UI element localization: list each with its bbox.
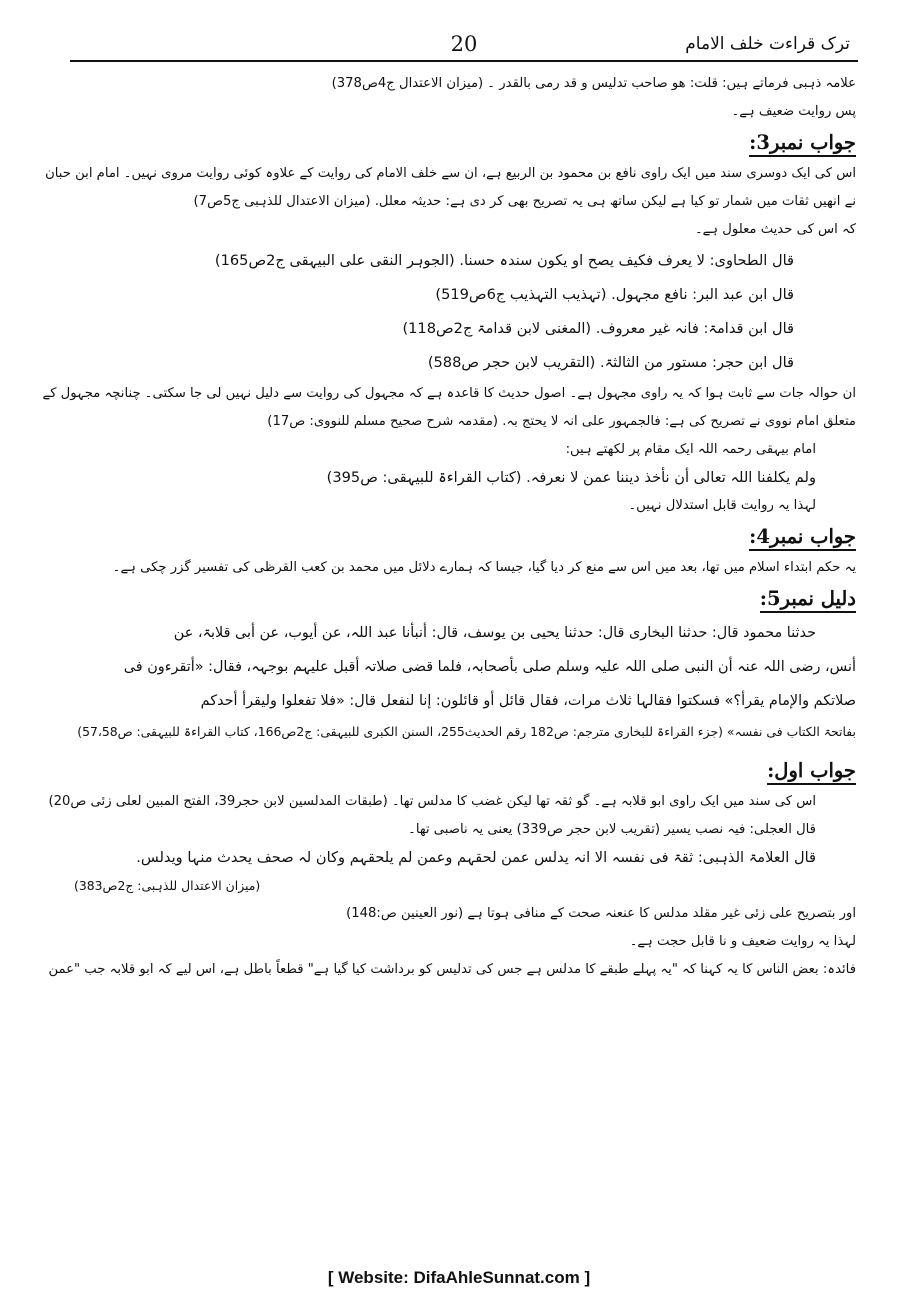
website-footer: [ Website: DifaAhleSunnat.com ] [327, 1268, 591, 1287]
quote-line: قال ابن حجر: مستور من الثالثۃ. (التقریب لابن حجر ص588) [427, 354, 794, 371]
citation-line: بفاتحۃ الکتاب فی نفسہ» (جزء القراءۃ للبخاری مترجم: ص182 رقم الحدیث255، السنن الکبری للبیہقی: ج2ص166، کتاب القراءۃ للبیہقی: ص57،58) [77, 724, 856, 739]
book-title: ترک قراءت خلف الامام [685, 34, 850, 54]
section-heading [74, 582, 856, 616]
text-line: یہ حکم ابتداء اسلام میں تھا، بعد میں اس سے منع کر دیا گیا، جیسا کہ ہمارے دلائل میں محمد بن کعب القرظی کی تفسیر گزر چکی ہے۔ [112, 560, 856, 575]
quote-line: قال ابن قدامۃ: فانہ غیر معروف. (المغنی لابن قدامۃ ج2ص118) [402, 320, 794, 337]
section-heading [74, 754, 856, 788]
hadith-line: صلاتکم والإمام یقرأ؟» فسکتوا فقالہا ثلاث مرات، فقال قائل أو قائلون: إنا لنفعل قال: «فلا تفعلوا ولیقرأ أحدکم [200, 693, 856, 709]
hadith-line: أنس، رضی اللہ عنہ أن النبی صلی اللہ علیہ وسلم صلی بأصحابہ، فلما قضی صلاتہ أقبل علیہم بوجہہ، فقال: «أتقرءون فی [123, 659, 856, 675]
header-rule [70, 60, 858, 62]
hadith-line: حدثنا محمود قال: حدثنا البخاری قال: حدثنا یحیی بن یوسف، قال: أنبأنا عبد اللہ، عن أیوب، عن أبی قلابۃ، عن [173, 625, 816, 641]
text-line: نے انھیں ثقات میں شمار تو کیا ہے لیکن ساتھ ہی یہ تصریح بھی کر دی ہے: حدیثہ معلل. (میزان الاعتدال للذہبی ج5ص7) [193, 194, 856, 209]
page-header [70, 30, 858, 62]
heading-text: جواب نمبر4: [749, 525, 856, 551]
text-line: امام بیہقی رحمہ اللہ ایک مقام پر لکھتے ہیں: [565, 442, 816, 457]
text-line: اور بتصریح علی زئی غیر مقلد مدلس کا عنعنہ صحت کے منافی ہوتا ہے (نور العینین ص:148) [346, 906, 856, 921]
quote-line: قال الطحاوی: لا یعرف فکیف یصح او یکون سندہ حسنا. (الجوہر النقی علی البیہقی ج2ص165) [214, 252, 794, 269]
text-line: قال العجلی: فیہ نصب یسیر (تقریب لابن حجر ص339) یعنی یہ ناصبی تھا۔ [408, 822, 816, 837]
section-heading [74, 520, 856, 554]
text-line: پس روایت ضعیف ہے۔ [731, 104, 856, 119]
text-line: متعلق امام نووی نے تصریح کی ہے: فالجمہور علی انہ لا یحتج بہ. (مقدمہ شرح صحیح مسلم للنووی: ص17) [267, 414, 856, 429]
note-line: فائدہ: بعض الناس کا یہ کہنا کہ "یہ پہلے طبقے کا مدلس ہے جس کی تدلیس کو برداشت کیا گیا ہے" قطعاً باطل ہے، اس لیے کہ ابو قلابہ جب "عمن [48, 962, 856, 977]
heading-text: دلیل نمبر5: [760, 587, 856, 613]
citation-line: (میزان الاعتدال للذہبی: ج2ص383) [74, 878, 261, 893]
text-line: کہ اس کی حدیث معلول ہے۔ [694, 222, 856, 237]
text-line: علامہ ذہبی فرماتے ہیں: قلت: ھو صاحب تدلیس و قد رمی بالقدر ۔ (میزان الاعتدال ج4ص378) [331, 76, 856, 91]
text-line: اس کی ایک دوسری سند میں ایک راوی نافع بن محمود بن الربیع ہے، ان سے خلف الامام کی روایت کے علاوہ کوئی روایت مروی نہیں۔ امام ابن حبان [45, 166, 856, 181]
page-body [42, 70, 856, 984]
quote-line: ولم یکلفنا اللہ تعالی أن نأخذ دیننا عمن لا نعرفہ. (کتاب القراءۃ للبیہقی: ص395) [326, 469, 816, 486]
text-line: ان حوالہ جات سے ثابت ہوا کہ یہ راوی مجہول ہے۔ اصول حدیث کا قاعدہ ہے کہ مجہول کی روایت سے دلیل نہیں لی جا سکتی۔ چنانچہ مجہول کے [42, 386, 856, 401]
text-line: لہذا یہ روایت قابل استدلال نہیں۔ [628, 498, 816, 513]
page-number: 20 [450, 32, 478, 56]
quote-line: قال ابن عبد البر: نافع مجہول. (تہذیب التہذیب ج6ص519) [435, 286, 794, 303]
heading-text: جواب اول: [767, 759, 856, 785]
section-heading [74, 126, 856, 160]
heading-text: جواب نمبر3: [749, 131, 856, 157]
quote-line: قال العلامۃ الذہبی: ثقۃ فی نفسہ الا انہ یدلس عمن لحقہم وعمن لم یلحقہم وکان لہ صحف یحدث منہا ویدلس. [136, 849, 816, 866]
text-line: اس کی سند میں ایک راوی ابو قلابہ ہے۔ گو ثقہ تھا لیکن غضب کا مدلس تھا۔ (طبقات المدلسین لابن حجر39، الفتح المبین لعلی زئی ص20) [48, 794, 816, 809]
text-line: لہذا یہ روایت ضعیف و نا قابل حجت ہے۔ [629, 934, 856, 949]
